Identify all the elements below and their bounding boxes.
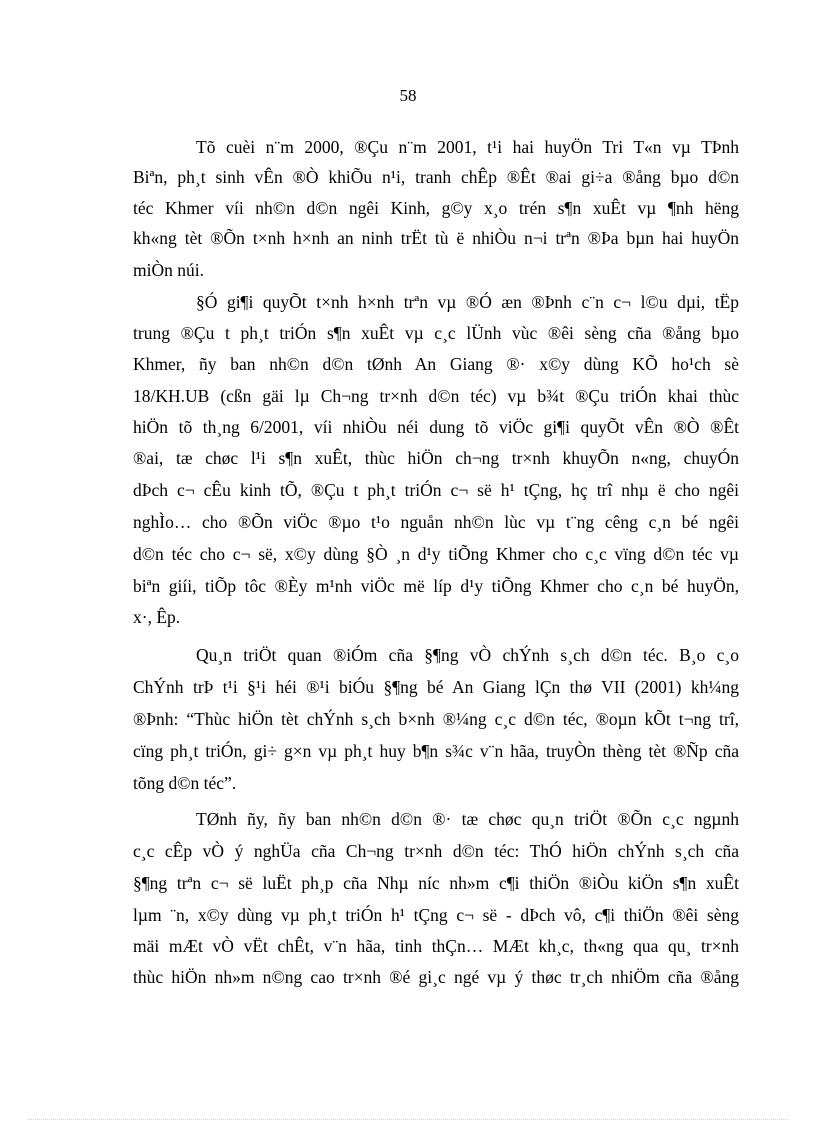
- paragraph-2-line-8: nghÌo… cho ®Õn viÖc ®µo t¹o nguån nh©n lùc vµ t¨ng cêng c¸n bé ngêi: [133, 512, 739, 532]
- paragraph-2-line-2: trung ®Çu t ph¸t triÓn s¶n xuÊt vµ c¸c lÜnh vùc ®êi sèng cña ®ång bµo: [133, 323, 739, 343]
- paragraph-4-line-2: c¸c cÊp vÒ ý nghÜa cña Ch¬ng tr×nh d©n téc: ThÓ hiÖn chÝnh s¸ch cña: [133, 841, 739, 861]
- paragraph-1-line-4: kh«ng tèt ®Õn t×nh h×nh an ninh trËt tù ë nhiÒu n¬i trªn ®Þa bµn hai huyÖn: [133, 228, 739, 248]
- paragraph-3-line-4: cïng ph¸t triÓn, gi÷ g×n vµ ph¸t huy b¶n s¾c v¨n hãa, truyÒn thèng tèt ®Ñp cña: [133, 741, 739, 761]
- paragraph-4-line-6: thùc hiÖn nh»m n©ng cao tr×nh ®é gi¸c ngé vµ ý thøc tr¸ch nhiÖm cña ®ång: [133, 967, 739, 987]
- paragraph-2-line-4: 18/KH.UB (cßn gäi lµ Ch¬ng tr×nh d©n téc) vµ b¾t ®Çu triÓn khai thùc: [133, 386, 739, 406]
- paragraph-4-line-3: §¶ng trªn c¬ së luËt ph¸p cña Nhµ níc nh»m c¶i thiÖn ®iÒu kiÖn s¶n xuÊt: [133, 873, 739, 893]
- paragraph-2-line-9: d©n téc cho c¬ së, x©y dùng §Ò ¸n d¹y tiÕng Khmer cho c¸c vïng d©n téc vµ: [133, 544, 739, 564]
- page-number: 58: [399, 86, 417, 105]
- paragraph-2-line-7: dÞch c¬ cÊu kinh tÕ, ®Çu t ph¸t triÓn c¬ së h¹ tÇng, hç trî nhµ ë cho ngêi: [133, 480, 739, 500]
- paragraph-3-line-5: tõng d©n téc”.: [133, 773, 237, 793]
- paragraph-2-line-3: Khmer, ñy ban nh©n d©n tØnh An Giang ®· x©y dùng KÕ ho¹ch sè: [133, 354, 739, 374]
- paragraph-2-line-1: §Ó gi¶i quyÕt t×nh h×nh trªn vµ ®Ó æn ®Þnh c¨n c¬ l©u dµi, tËp: [196, 292, 739, 312]
- paragraph-1-line-2: Biªn, ph¸t sinh vÊn ®Ò khiÕu n¹i, tranh chÊp ®Êt ®ai gi÷a ®ång bµo d©n: [133, 167, 739, 187]
- paragraph-4-line-5: mäi mÆt vÒ vËt chÊt, v¨n hãa, tinh thÇn… MÆt kh¸c, th«ng qua qu¸ tr×nh: [133, 936, 739, 956]
- paragraph-2-line-11: x·, Êp.: [133, 607, 181, 627]
- page-bottom-divider: [28, 1119, 788, 1120]
- paragraph-4-line-1: TØnh ñy, ñy ban nh©n d©n ®· tæ chøc qu¸n triÖt ®Õn c¸c ngµnh: [196, 809, 739, 829]
- paragraph-2-line-5: hiÖn tõ th¸ng 6/2001, víi nhiÒu néi dung tõ viÖc gi¶i quyÕt vÊn ®Ò ®Êt: [133, 417, 739, 437]
- paragraph-4-line-4: lµm ¨n, x©y dùng vµ ph¸t triÓn h¹ tÇng c¬ së - dÞch vô, c¶i thiÖn ®êi sèng: [133, 905, 739, 925]
- paragraph-3-line-3: ®Þnh: “Thùc hiÖn tèt chÝnh s¸ch b×nh ®¼ng c¸c d©n téc, ®oµn kÕt t¬ng trî,: [133, 709, 739, 729]
- paragraph-1-line-5: miÒn núi.: [133, 260, 204, 280]
- paragraph-1-line-3: téc Khmer víi nh©n d©n ngêi Kinh, g©y x¸o trén s¶n xuÊt vµ ¶nh hëng: [133, 198, 739, 218]
- paragraph-3-line-1: Qu¸n triÖt quan ®iÓm cña §¶ng vÒ chÝnh s¸ch d©n téc. B¸o c¸o: [196, 645, 739, 665]
- paragraph-3-line-2: ChÝnh trÞ t¹i §¹i héi ®¹i biÓu §¶ng bé An Giang lÇn thø VII (2001) kh¼ng: [133, 677, 739, 697]
- paragraph-2-line-10: biªn giíi, tiÕp tôc ®Èy m¹nh viÖc më líp d¹y tiÕng Khmer cho c¸n bé huyÖn,: [133, 576, 739, 596]
- paragraph-1-line-1: Tõ cuèi n¨m 2000, ®Çu n¨m 2001, t¹i hai huyÖn Tri T«n vµ TÞnh: [196, 137, 739, 157]
- paragraph-2-line-6: ®ai, tæ chøc l¹i s¶n xuÊt, thùc hiÖn ch¬ng tr×nh khuyÕn n«ng, chuyÓn: [133, 448, 739, 468]
